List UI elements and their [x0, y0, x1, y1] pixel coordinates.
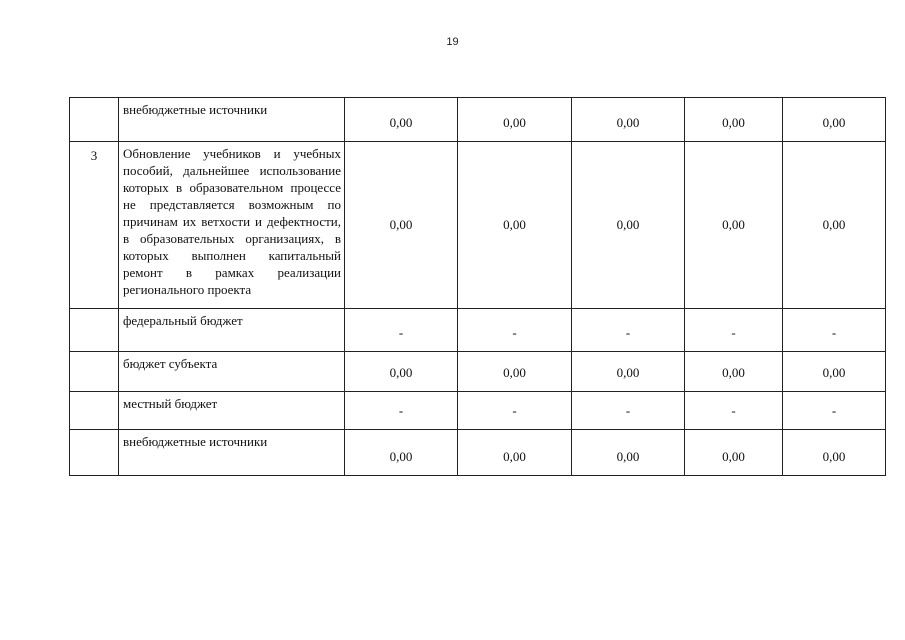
- value-cell: -: [685, 309, 783, 352]
- value-cell: 0,00: [783, 142, 886, 309]
- row-number: [70, 309, 119, 352]
- value-cell: -: [783, 392, 886, 430]
- value-cell: 0,00: [685, 98, 783, 142]
- value-cell: 0,00: [572, 142, 685, 309]
- value-cell: 0,00: [783, 98, 886, 142]
- value-cell: 0,00: [345, 430, 458, 476]
- row-number: [70, 430, 119, 476]
- row-label: внебюджетные источники: [119, 430, 345, 476]
- value-cell: 0,00: [345, 352, 458, 392]
- page-number: 19: [446, 36, 459, 48]
- value-cell: 0,00: [685, 142, 783, 309]
- value-cell: -: [345, 392, 458, 430]
- table-row: [70, 392, 886, 430]
- row-number: [70, 392, 119, 430]
- value-cell: 0,00: [685, 430, 783, 476]
- value-cell: -: [685, 392, 783, 430]
- row-label: федеральный бюджет: [119, 309, 345, 352]
- value-cell: 0,00: [345, 142, 458, 309]
- value-cell: 0,00: [458, 142, 572, 309]
- budget-table: [69, 97, 886, 476]
- value-cell: 0,00: [783, 430, 886, 476]
- row-number: [70, 98, 119, 142]
- row-label: местный бюджет: [119, 392, 345, 430]
- value-cell: 0,00: [458, 352, 572, 392]
- value-cell: 0,00: [572, 98, 685, 142]
- value-cell: 0,00: [458, 430, 572, 476]
- value-cell: 0,00: [685, 352, 783, 392]
- table-row: [70, 309, 886, 352]
- value-cell: 0,00: [572, 352, 685, 392]
- value-cell: -: [345, 309, 458, 352]
- table-row: [70, 98, 886, 142]
- value-cell: -: [783, 309, 886, 352]
- table-row: [70, 352, 886, 392]
- row-label: бюджет субъекта: [119, 352, 345, 392]
- value-cell: -: [572, 309, 685, 352]
- value-cell: 0,00: [458, 98, 572, 142]
- row-label: Обновление учебников и учебных пособий, дальнейшее использование которых в образовательном процессе не представляется возможным по причинам их ветхости и дефектности, в образовательных организациях, в которых выполнен капитальный ремонт в рамках реализации регионального проекта: [119, 142, 345, 309]
- value-cell: 0,00: [345, 98, 458, 142]
- row-label: внебюджетные источники: [119, 98, 345, 142]
- value-cell: 0,00: [783, 352, 886, 392]
- value-cell: -: [572, 392, 685, 430]
- value-cell: -: [458, 392, 572, 430]
- row-number: [70, 352, 119, 392]
- value-cell: -: [458, 309, 572, 352]
- row-number: 3: [70, 142, 119, 309]
- table-row: [70, 142, 886, 309]
- value-cell: 0,00: [572, 430, 685, 476]
- table-row: [70, 430, 886, 476]
